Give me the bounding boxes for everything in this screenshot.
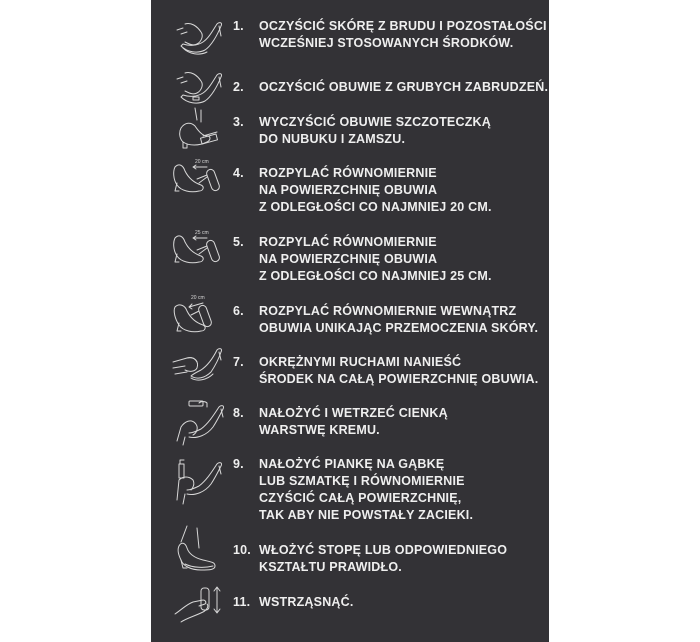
care-instructions-panel: [151, 0, 549, 642]
step-text: ROZPYLAĆ RÓWNOMIERNIE NA POWIERZCHNIĘ OBUWIA Z ODLEGŁOŚCI CO NAJMNIEJ 25 CM.: [259, 235, 492, 283]
spray-inside-shoe-icon: [171, 293, 227, 343]
step-number: 7.: [233, 355, 244, 369]
step-text: WSTRZĄSNĄĆ.: [259, 595, 354, 609]
step-number: 1.: [233, 19, 244, 33]
spray-shoe-20cm-icon: [171, 155, 227, 205]
step-number: 4.: [233, 166, 244, 180]
hand-wiping-shoe-icon: [171, 18, 227, 68]
circular-application-icon: [171, 348, 227, 398]
brush-shoe-icon: [171, 106, 227, 156]
step-text: OCZYŚCIĆ SKÓRĘ Z BRUDU I POZOSTAŁOŚCI WCZEŚNIEJ STOSOWANYCH ŚRODKÓW.: [259, 19, 547, 50]
step-number: 11.: [233, 595, 251, 609]
step-text: OKRĘŻNYMI RUCHAMI NANIEŚĆ ŚRODEK NA CAŁĄ POWIERZCHNIĘ OBUWIA.: [259, 355, 539, 386]
step-text: OCZYŚCIĆ OBUWIE Z GRUBYCH ZABRUDZEŃ.: [259, 80, 549, 94]
step-number: 6.: [233, 304, 244, 318]
step-number: 5.: [233, 235, 244, 249]
step-number: 3.: [233, 115, 244, 129]
shake-can-icon: [171, 582, 227, 632]
svg-text:25 cm: 25 cm: [195, 230, 209, 236]
step-text: NAŁOŻYĆ PIANKĘ NA GĄBKĘ LUB SZMATKĘ I RÓWNOMIERNIE CZYŚCIĆ CAŁĄ POWIERZCHNIĘ, TAK ABY NIE POWSTAŁY ZACIEKI.: [259, 457, 474, 522]
cream-tin-shoe-icon: [171, 401, 227, 451]
spray-shoe-25cm-icon: [171, 226, 227, 276]
step-number: 10.: [233, 543, 251, 557]
svg-text:20 cm: 20 cm: [195, 159, 209, 165]
step-text: WŁOŻYĆ STOPĘ LUB ODPOWIEDNIEGO KSZTAŁTU PRAWIDŁO.: [259, 543, 508, 574]
step-number: 2.: [233, 80, 244, 94]
step-text: ROZPYLAĆ RÓWNOMIERNIE NA POWIERZCHNIĘ OBUWIA Z ODLEGŁOŚCI CO NAJMNIEJ 20 CM.: [259, 166, 492, 214]
foot-in-shoe-icon: [171, 526, 227, 576]
step-text: WYCZYŚCIĆ OBUWIE SZCZOTECZKĄ DO NUBUKU I ZAMSZU.: [259, 115, 491, 146]
svg-text:20 cm: 20 cm: [191, 295, 205, 301]
step-text: ROZPYLAĆ RÓWNOMIERNIE WEWNĄTRZ OBUWIA UNIKAJĄC PRZEMOCZENIA SKÓRY.: [259, 304, 539, 335]
step-text: NAŁOŻYĆ I WETRZEĆ CIENKĄ WARSTWĘ KREMU.: [259, 406, 448, 437]
step-number: 9.: [233, 457, 244, 471]
foam-sponge-shoe-icon: [171, 460, 227, 510]
step-number: 8.: [233, 406, 244, 420]
